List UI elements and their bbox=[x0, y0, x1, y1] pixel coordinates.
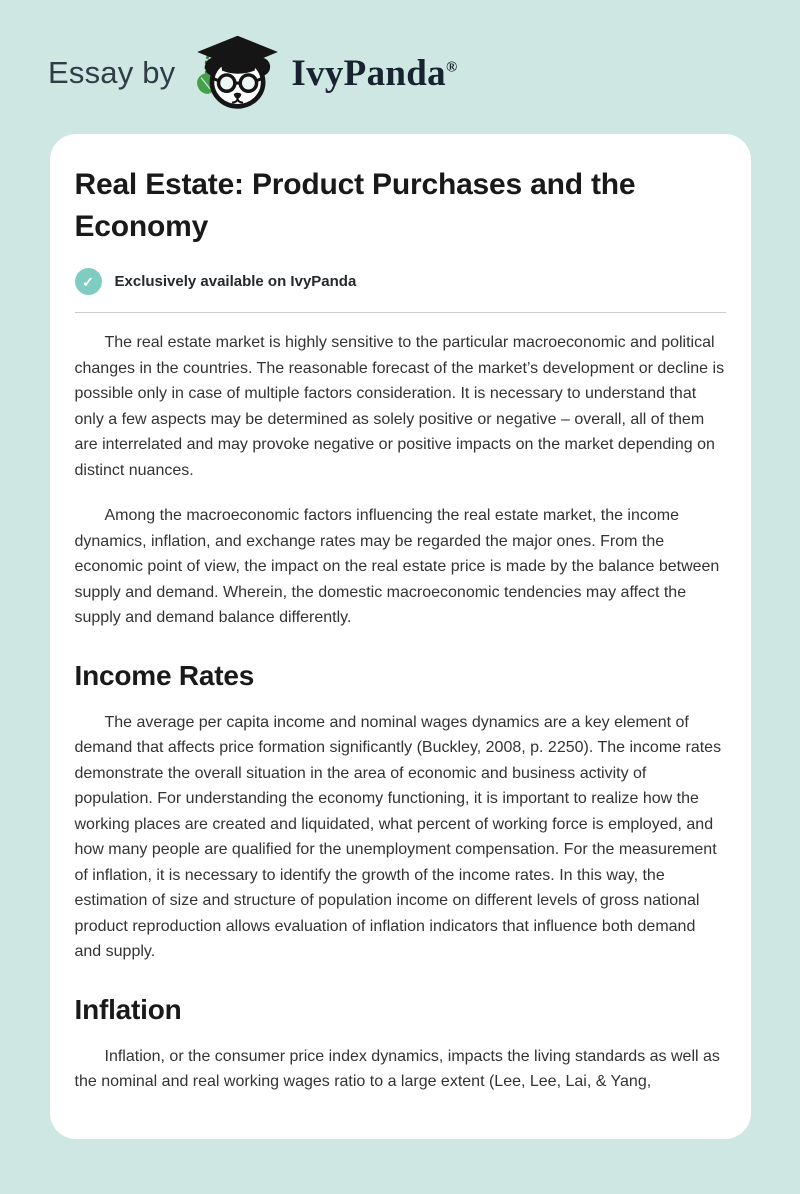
check-icon: ✓ bbox=[75, 268, 102, 295]
exclusive-badge bbox=[75, 268, 726, 295]
paragraph-inflation: Inflation, or the consumer price index dynamics, impacts the living standards as well as the nominal and real working wages ratio to a large extent (Lee, Lee, Lai, & Yang, bbox=[74, 1047, 720, 1090]
brand-text: IvyPanda bbox=[291, 52, 446, 94]
paragraph-income-rates: The average per capita income and nominal wages dynamics are a key element of demand that affects price formation significantly (Buckley, 2008, p. 2250). The income rates demonstrate the overall situation in the area of economic and business activity of population. For understanding the economy functioning, it is important to realize how the working places are created and liquidated, what percent of working force is employed, and how many people are qualified for the unemployment compensation. For the measurement of inflation, it is necessary to identify the growth of the income rates. In this way, the estimation of size and structure of population income on different levels of gross national product reproduction allows evaluation of inflation indicators that influence both demand and supply. bbox=[74, 713, 722, 960]
heading-income-rates: Income Rates bbox=[74, 659, 255, 691]
paragraph-intro-1: The real estate market is highly sensitive to the particular macroeconomic and political changes in the countries. The reasonable forecast of the market’s development or decline is possible only in case of multiple factors consideration. It is necessary to understand that only a few aspects may be determined as solely positive or negative – overall, all of them are interrelated and may provoke negative or positive impacts on the market depending on distinct nuances. bbox=[74, 334, 725, 479]
registered-mark: ® bbox=[445, 59, 458, 76]
heading-inflation: Inflation bbox=[74, 993, 182, 1025]
divider bbox=[75, 312, 726, 313]
paragraph-intro-2: Among the macroeconomic factors influencing the real estate market, the income dynamics, inflation, and exchange rates may be regarded the major ones. From the economic point of view, the impact on the real estate price is made by the balance between supply and demand. Wherein, the domestic macroeconomic tendencies may affect the supply and demand balance differently. bbox=[74, 507, 720, 626]
site-header bbox=[48, 34, 800, 112]
essay-title: Real Estate: Product Purchases and the Economy bbox=[74, 168, 636, 243]
exclusive-badge-label: Exclusively available on IvyPanda bbox=[114, 273, 357, 290]
essay-by-label: Essay by bbox=[48, 55, 176, 90]
essay-card bbox=[50, 134, 751, 1139]
panda-graduate-icon bbox=[191, 34, 281, 112]
brand-name bbox=[291, 52, 457, 95]
